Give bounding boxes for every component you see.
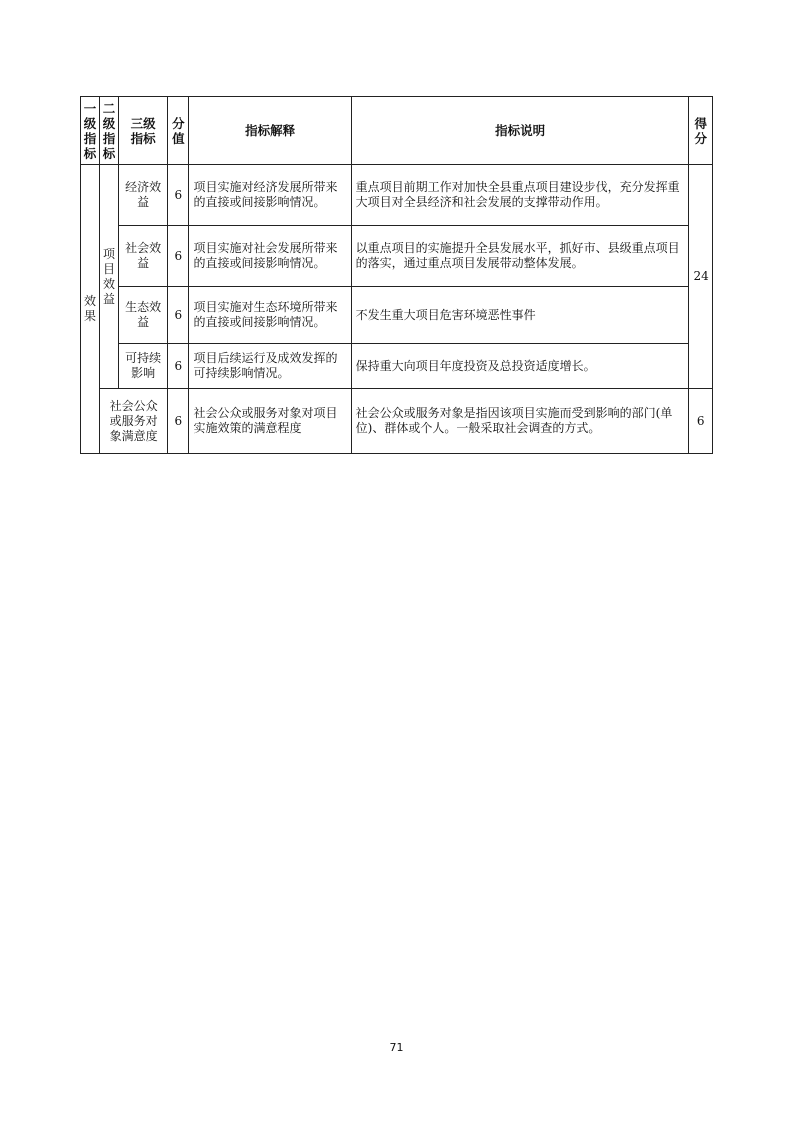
table-row xyxy=(81,344,713,389)
header-score: 得分 xyxy=(689,97,713,165)
score-group-cell: 24 xyxy=(689,165,713,389)
description-cell: 以重点项目的实施提升全县发展水平，抓好市、县级重点项目的落实，通过重点项目发展带动整体发展。 xyxy=(351,226,689,287)
header-score-value: 分值 xyxy=(168,97,189,165)
explanation-cell: 社会公众或服务对象对项目实施效策的满意程度 xyxy=(189,389,351,454)
level3-cell: 社会效益 xyxy=(119,226,168,287)
header-level3: 三级指标 xyxy=(119,97,168,165)
level3-cell: 经济效益 xyxy=(119,165,168,226)
table-header-row xyxy=(81,97,713,165)
description-cell: 保持重大向项目年度投资及总投资适度增长。 xyxy=(351,344,689,389)
table-row xyxy=(81,165,713,226)
value-cell: 6 xyxy=(168,287,189,344)
value-cell: 6 xyxy=(168,344,189,389)
page-number: 71 xyxy=(389,1041,404,1054)
header-explanation: 指标解释 xyxy=(189,97,351,165)
table-row xyxy=(81,389,713,454)
description-cell: 社会公众或服务对象是指因该项目实施而受到影响的部门(单位)、群体或个人。一般采取社会调查的方式。 xyxy=(351,389,689,454)
explanation-cell: 项目实施对生态环境所带来的直接或间接影响情况。 xyxy=(189,287,351,344)
table-row xyxy=(81,226,713,287)
level3-cell: 生态效益 xyxy=(119,287,168,344)
description-cell: 重点项目前期工作对加快全县重点项目建设步伐，充分发挥重大项目对全县经济和社会发展的支撑带动作用。 xyxy=(351,165,689,226)
value-cell: 6 xyxy=(168,165,189,226)
value-cell: 6 xyxy=(168,389,189,454)
score-last-cell: 6 xyxy=(689,389,713,454)
header-level1: 一级指标 xyxy=(81,97,100,165)
evaluation-table xyxy=(80,96,713,454)
level3-cell: 可持续影响 xyxy=(119,344,168,389)
explanation-cell: 项目实施对社会发展所带来的直接或间接影响情况。 xyxy=(189,226,351,287)
level3-cell: 社会公众或服务对象满意度 xyxy=(100,389,168,454)
level1-cell: 效果 xyxy=(81,165,100,454)
level2-cell: 项目效益 xyxy=(100,165,119,389)
explanation-cell: 项目后续运行及成效发挥的可持续影响情况。 xyxy=(189,344,351,389)
header-level2: 二级指标 xyxy=(100,97,119,165)
description-cell: 不发生重大项目危害环境恶性事件 xyxy=(351,287,689,344)
table-row xyxy=(81,287,713,344)
value-cell: 6 xyxy=(168,226,189,287)
header-description: 指标说明 xyxy=(351,97,689,165)
explanation-cell: 项目实施对经济发展所带来的直接或间接影响情况。 xyxy=(189,165,351,226)
